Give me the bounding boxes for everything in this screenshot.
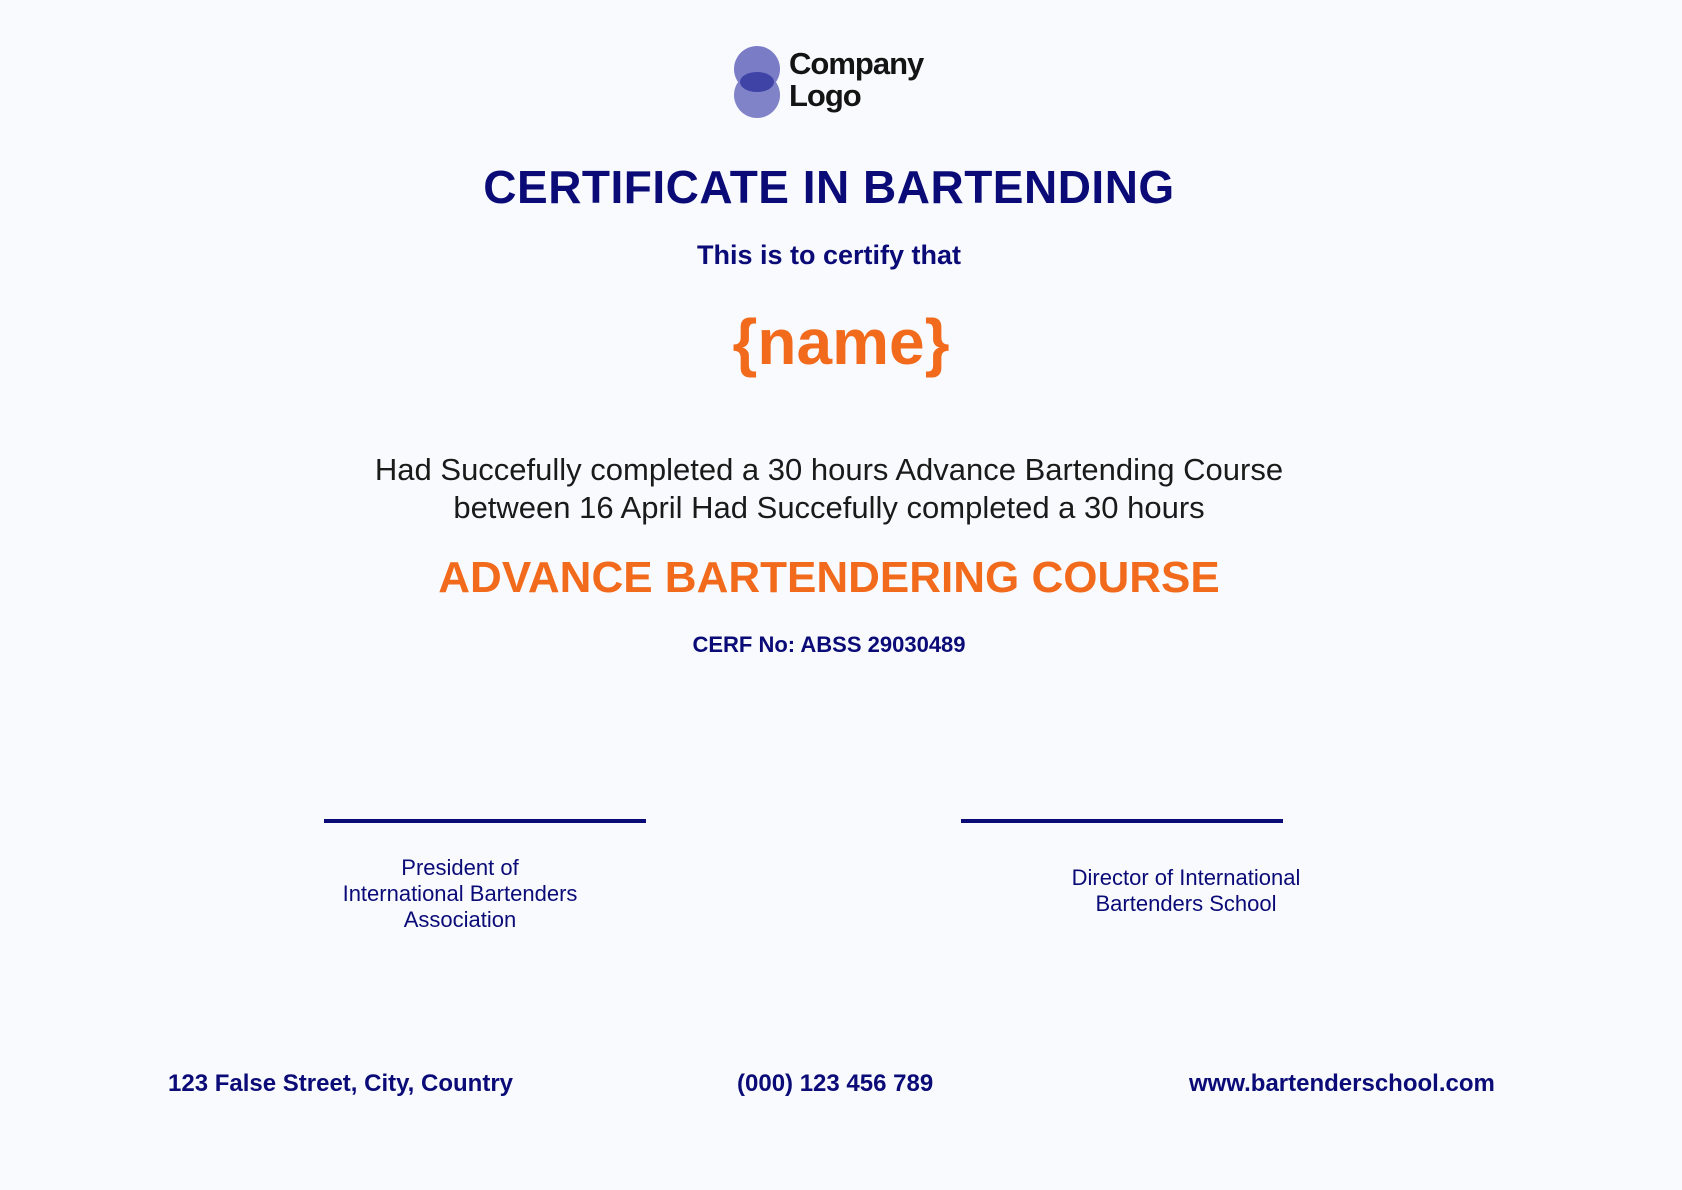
logo-text-line2: Logo xyxy=(789,78,861,113)
body-text-line-2: between 16 April Had Succefully completed a 30 hours xyxy=(453,490,1205,525)
signature-president-line1: President of xyxy=(401,855,519,880)
signature-line-president xyxy=(324,819,646,823)
signature-director-line1: Director of International xyxy=(1071,865,1301,890)
course-name: ADVANCE BARTENDERING COURSE xyxy=(438,553,1220,602)
signature-line-director xyxy=(961,819,1283,823)
signature-president-line2: International Bartenders xyxy=(342,881,578,906)
company-logo xyxy=(731,44,931,120)
logo-text xyxy=(789,48,923,112)
signature-director-line2: Bartenders School xyxy=(1095,891,1277,916)
logo-text-line1: Company xyxy=(789,46,924,81)
body-text-line-1: Had Succefully completed a 30 hours Advance Bartending Course xyxy=(374,452,1284,487)
footer-phone: (000) 123 456 789 xyxy=(737,1070,934,1097)
recipient-name: {name} xyxy=(732,306,950,378)
signature-label-director xyxy=(1046,865,1326,917)
certify-subtitle: This is to certify that xyxy=(696,240,962,270)
certificate-number: CERF No: ABSS 29030489 xyxy=(692,632,966,657)
footer-website: www.bartenderschool.com xyxy=(1189,1070,1495,1097)
signature-label-president xyxy=(300,855,620,933)
footer-address: 123 False Street, City, Country xyxy=(168,1070,513,1097)
logo-circles-icon xyxy=(734,46,782,118)
signature-president-line3: Association xyxy=(403,907,517,932)
logo-overlap xyxy=(740,72,774,92)
certificate-title: CERTIFICATE IN BARTENDING xyxy=(483,161,1175,213)
